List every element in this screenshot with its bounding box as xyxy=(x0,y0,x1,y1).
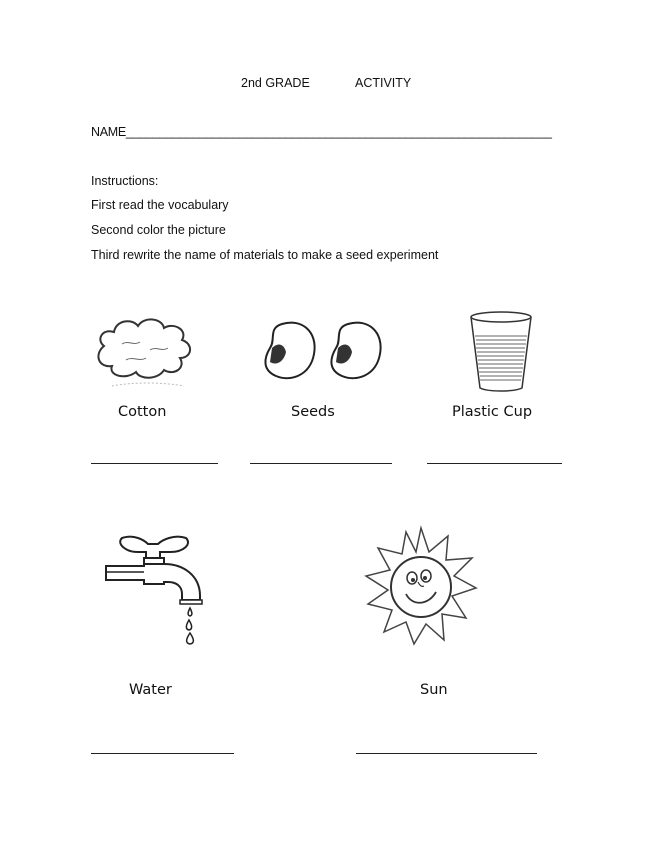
vocab-label-seeds: Seeds xyxy=(291,404,335,420)
instruction-step-2: Second color the picture xyxy=(91,223,226,237)
plastic-cup-icon xyxy=(468,310,534,394)
instruction-step-3: Third rewrite the name of materials to make a seed experiment xyxy=(91,248,439,262)
activity-heading: ACTIVITY xyxy=(355,76,412,90)
answer-line-seeds[interactable] xyxy=(250,463,392,464)
vocab-label-cotton: Cotton xyxy=(118,404,167,420)
vocab-label-water: Water xyxy=(129,682,172,698)
instruction-step-1: First read the vocabulary xyxy=(91,198,229,212)
answer-line-sun[interactable] xyxy=(356,753,537,754)
name-field-line: NAME________________________________________________________________ xyxy=(91,125,552,139)
cotton-icon xyxy=(92,310,202,395)
instructions-title: Instructions: xyxy=(91,174,159,188)
grade-heading: 2nd GRADE xyxy=(241,76,310,90)
seeds-icon xyxy=(262,318,387,383)
sun-icon xyxy=(362,524,480,646)
answer-line-plastic-cup[interactable] xyxy=(427,463,562,464)
water-faucet-icon xyxy=(104,530,209,650)
answer-line-cotton[interactable] xyxy=(91,463,218,464)
answer-line-water[interactable] xyxy=(91,753,234,754)
vocab-label-plastic-cup: Plastic Cup xyxy=(452,404,533,420)
vocab-label-sun: Sun xyxy=(420,682,448,698)
